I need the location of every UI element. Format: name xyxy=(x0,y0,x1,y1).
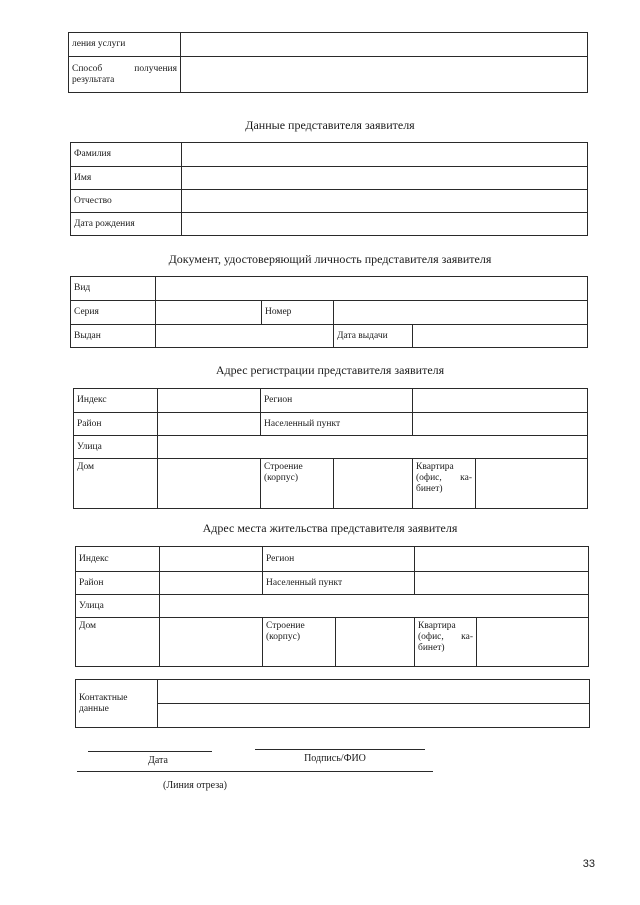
reg-house-label: Дом xyxy=(74,459,158,509)
doc-issued-by-field[interactable] xyxy=(156,325,334,348)
reg-house-field[interactable] xyxy=(158,459,261,509)
id-doc-table xyxy=(70,276,588,348)
reg-locality-label: Населенный пункт xyxy=(261,413,413,436)
result-method-field[interactable] xyxy=(181,57,588,93)
res-house-field[interactable] xyxy=(160,618,263,667)
cut-line-caption: (Линия отреза) xyxy=(163,780,227,791)
result-method-cell-label xyxy=(69,57,181,93)
patronymic-label: Отчество xyxy=(71,190,182,213)
birthdate-label: Дата рождения xyxy=(71,213,182,236)
reg-apt-label xyxy=(413,459,476,509)
service-cell-label xyxy=(69,33,181,57)
reg-apt-field[interactable] xyxy=(476,459,588,509)
res-street-label: Улица xyxy=(76,595,160,618)
res-apt-label xyxy=(415,618,477,667)
res-apt-label-line3: бинет) xyxy=(418,643,445,653)
res-apt-word2: ка- xyxy=(461,632,474,642)
result-method-label-line2: результата xyxy=(72,74,115,85)
service-label: ления услуги xyxy=(72,39,126,49)
reg-apt-word1: (офис, xyxy=(416,473,442,483)
signature-line xyxy=(255,749,425,750)
service-result-table xyxy=(68,32,588,93)
res-locality-field[interactable] xyxy=(415,572,589,595)
doc-issue-date-label: Дата выдачи xyxy=(334,325,413,348)
res-index-field[interactable] xyxy=(160,547,263,572)
reg-apt-label-line3: бинет) xyxy=(416,484,443,494)
signature-caption: Подпись/ФИО xyxy=(304,753,366,764)
contacts-field-2[interactable] xyxy=(158,704,590,728)
surname-label: Фамилия xyxy=(71,143,182,167)
contacts-table xyxy=(75,679,590,728)
doc-type-label: Вид xyxy=(71,277,156,301)
res-region-field[interactable] xyxy=(415,547,589,572)
result-method-word1: Способ xyxy=(72,63,103,74)
rep-section-heading: Данные представителя заявителя xyxy=(245,118,415,132)
doc-series-label: Серия xyxy=(71,301,156,325)
service-field[interactable] xyxy=(181,33,588,57)
page-number: 33 xyxy=(582,858,595,870)
contacts-label-line1: Контактные xyxy=(79,692,128,703)
res-apt-label-line1: Квартира xyxy=(418,621,456,631)
reg-building-label-line2: (корпус) xyxy=(264,473,299,483)
res-address-table xyxy=(75,546,589,667)
doc-series-field[interactable] xyxy=(156,301,262,325)
doc-number-label: Номер xyxy=(262,301,334,325)
res-apt-label-line2 xyxy=(418,632,473,643)
surname-field[interactable] xyxy=(182,143,588,167)
res-building-label-line1: Строение xyxy=(266,621,305,631)
reg-address-heading: Адрес регистрации представителя заявителя xyxy=(215,363,445,377)
res-building-label-line2: (корпус) xyxy=(266,632,301,642)
reg-building-field[interactable] xyxy=(334,459,413,509)
name-label: Имя xyxy=(71,167,182,190)
res-index-label: Индекс xyxy=(76,547,160,572)
doc-type-field[interactable] xyxy=(156,277,588,301)
res-house-label: Дом xyxy=(76,618,160,667)
reg-district-label: Район xyxy=(74,413,158,436)
res-district-label: Район xyxy=(76,572,160,595)
doc-issued-by-label: Выдан xyxy=(71,325,156,348)
res-building-field[interactable] xyxy=(336,618,415,667)
rep-data-table xyxy=(70,142,588,236)
reg-district-field[interactable] xyxy=(158,413,261,436)
cut-line xyxy=(77,771,433,772)
res-street-field[interactable] xyxy=(160,595,589,618)
contacts-field-1[interactable] xyxy=(158,680,590,704)
name-field[interactable] xyxy=(182,167,588,190)
reg-building-label-line1: Строение xyxy=(264,462,303,472)
res-address-heading: Адрес места жительства представителя заявителя xyxy=(202,521,458,535)
contacts-label-line2: данные xyxy=(79,703,109,714)
reg-address-table xyxy=(73,388,588,509)
birthdate-field[interactable] xyxy=(182,213,588,236)
reg-index-label: Индекс xyxy=(74,389,158,413)
res-building-label xyxy=(263,618,336,667)
doc-issue-date-field[interactable] xyxy=(413,325,588,348)
reg-street-field[interactable] xyxy=(158,436,588,459)
res-locality-label: Населенный пункт xyxy=(263,572,415,595)
res-region-label: Регион xyxy=(263,547,415,572)
date-caption: Дата xyxy=(148,755,168,766)
reg-building-label xyxy=(261,459,334,509)
res-district-field[interactable] xyxy=(160,572,263,595)
contacts-label xyxy=(76,680,158,728)
date-line xyxy=(88,751,212,752)
res-apt-field[interactable] xyxy=(477,618,589,667)
reg-apt-word2: ка- xyxy=(460,473,473,483)
reg-apt-label-line1: Квартира xyxy=(416,462,454,472)
doc-number-field[interactable] xyxy=(334,301,588,325)
reg-street-label: Улица xyxy=(74,436,158,459)
reg-locality-field[interactable] xyxy=(413,413,588,436)
id-doc-heading: Документ, удостоверяющий личность представителя заявителя xyxy=(168,252,492,266)
patronymic-field[interactable] xyxy=(182,190,588,213)
result-method-word2: получения xyxy=(134,63,177,74)
reg-apt-label-line2 xyxy=(416,473,472,484)
reg-index-field[interactable] xyxy=(158,389,261,413)
result-method-label-line1 xyxy=(72,64,177,75)
reg-region-label: Регион xyxy=(261,389,413,413)
reg-region-field[interactable] xyxy=(413,389,588,413)
res-apt-word1: (офис, xyxy=(418,632,444,642)
